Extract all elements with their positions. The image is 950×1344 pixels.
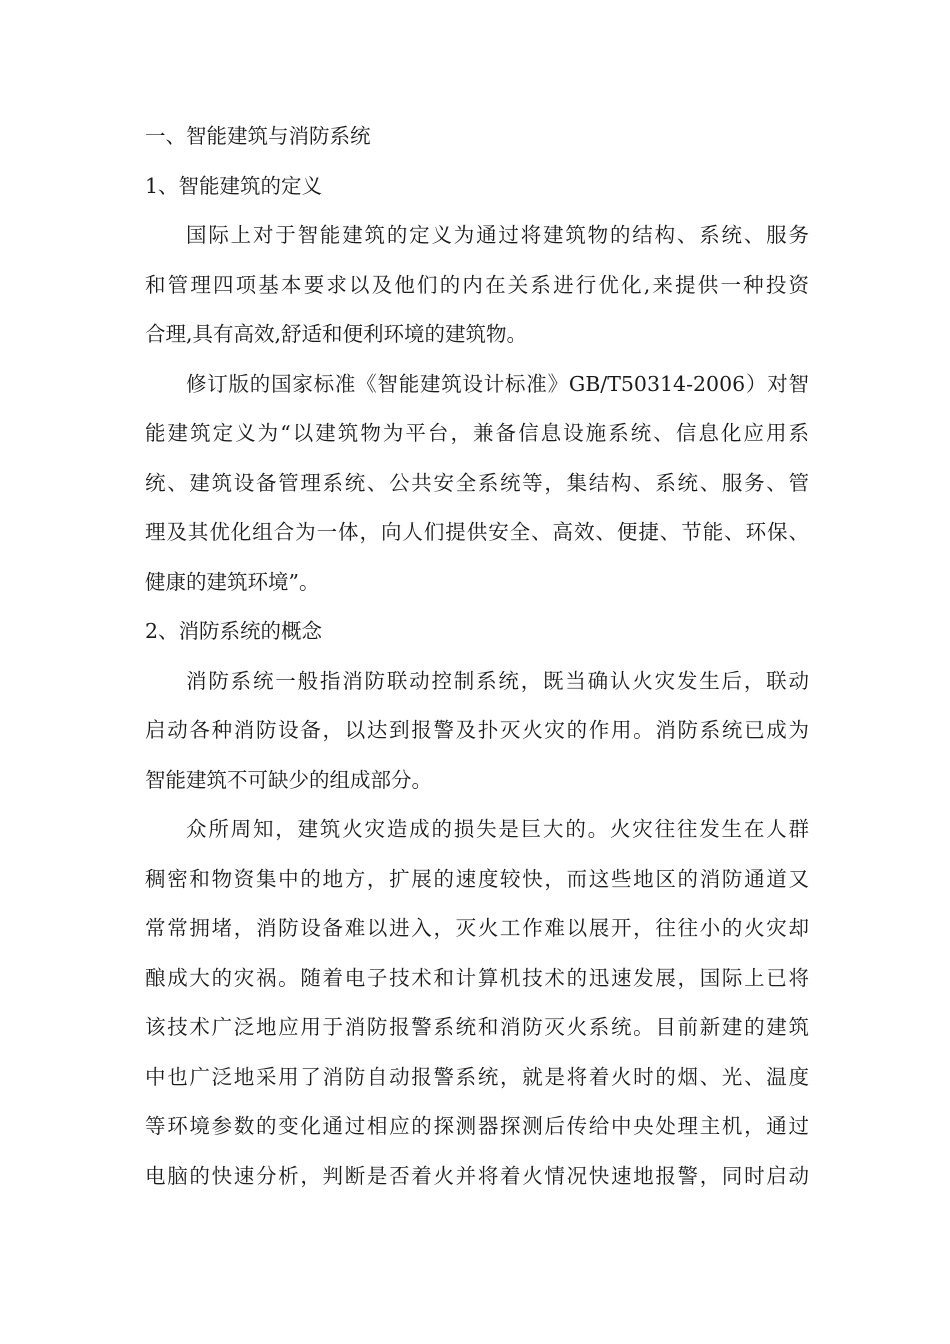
s1-p1-line-1: 国际上对于智能建筑的定义为通过将建筑物的结构、系统、服务 [186,223,809,247]
document-page [145,112,809,1201]
s2-p1-line-3: 智能建筑不可缺少的组成部分。 [145,767,432,792]
s2-p2-line-7: 等环境参数的变化通过相应的探测器探测后传给中央处理主机，通过 [145,1114,809,1138]
s2-p2-line-3: 常常拥堵，消防设备难以进入，灭火工作难以展开，往往小的火灾却 [145,916,809,940]
section-2-title: 2、消防系统的概念 [145,619,323,643]
s2-p2-line-2: 稠密和物资集中的地方，扩展的速度较快，而这些地区的消防通道又 [145,866,809,891]
s2-p2-line-8: 电脑的快速分析，判断是否着火并将着火情况快速地报警，同时启动 [145,1163,809,1188]
s2-p2-line-4: 酿成大的灾祸。随着电子技术和计算机技术的迅速发展，国际上已将 [145,965,809,990]
s2-p1-line-1: 消防系统一般指消防联动控制系统，既当确认火灾发生后，联动 [186,668,809,693]
s2-p2-line-1: 众所周知，建筑火灾造成的损失是巨大的。火灾往往发生在人群 [186,817,809,841]
s1-p1-line-3: 合理,具有高效,舒适和便利环境的建筑物。 [145,322,528,346]
s1-p2-line-4: 理及其优化组合为一体，向人们提供安全、高效、便捷、节能、环保、 [145,520,809,544]
main-heading: 一、智能建筑与消防系统 [145,124,371,148]
s2-p2-line-5: 该技术广泛地应用于消防报警系统和消防灭火系统。目前新建的建筑 [145,1015,809,1039]
s2-p1-line-2: 启动各种消防设备，以达到报警及扑灭火灾的作用。消防系统已成为 [145,718,809,742]
s1-p2-line-3: 统、建筑设备管理系统、公共安全系统等，集结构、系统、服务、管 [145,470,809,495]
s2-p2-line-6: 中也广泛地采用了消防自动报警系统，就是将着火时的烟、光、温度 [145,1064,809,1089]
s1-p2-line-2: 能建筑定义为“以建筑物为平台，兼备信息设施系统、信息化应用系 [145,421,809,445]
s1-p1-line-2: 和管理四项基本要求以及他们的内在关系进行优化,来提供一种投资 [145,272,809,297]
section-1-title: 1、智能建筑的定义 [145,173,323,198]
s1-p2-line-1: 修订版的国家标准《智能建筑设计标准》GB/T50314-2006）对智 [186,371,809,396]
s1-p2-line-5: 健康的建筑环境”。 [145,569,320,594]
